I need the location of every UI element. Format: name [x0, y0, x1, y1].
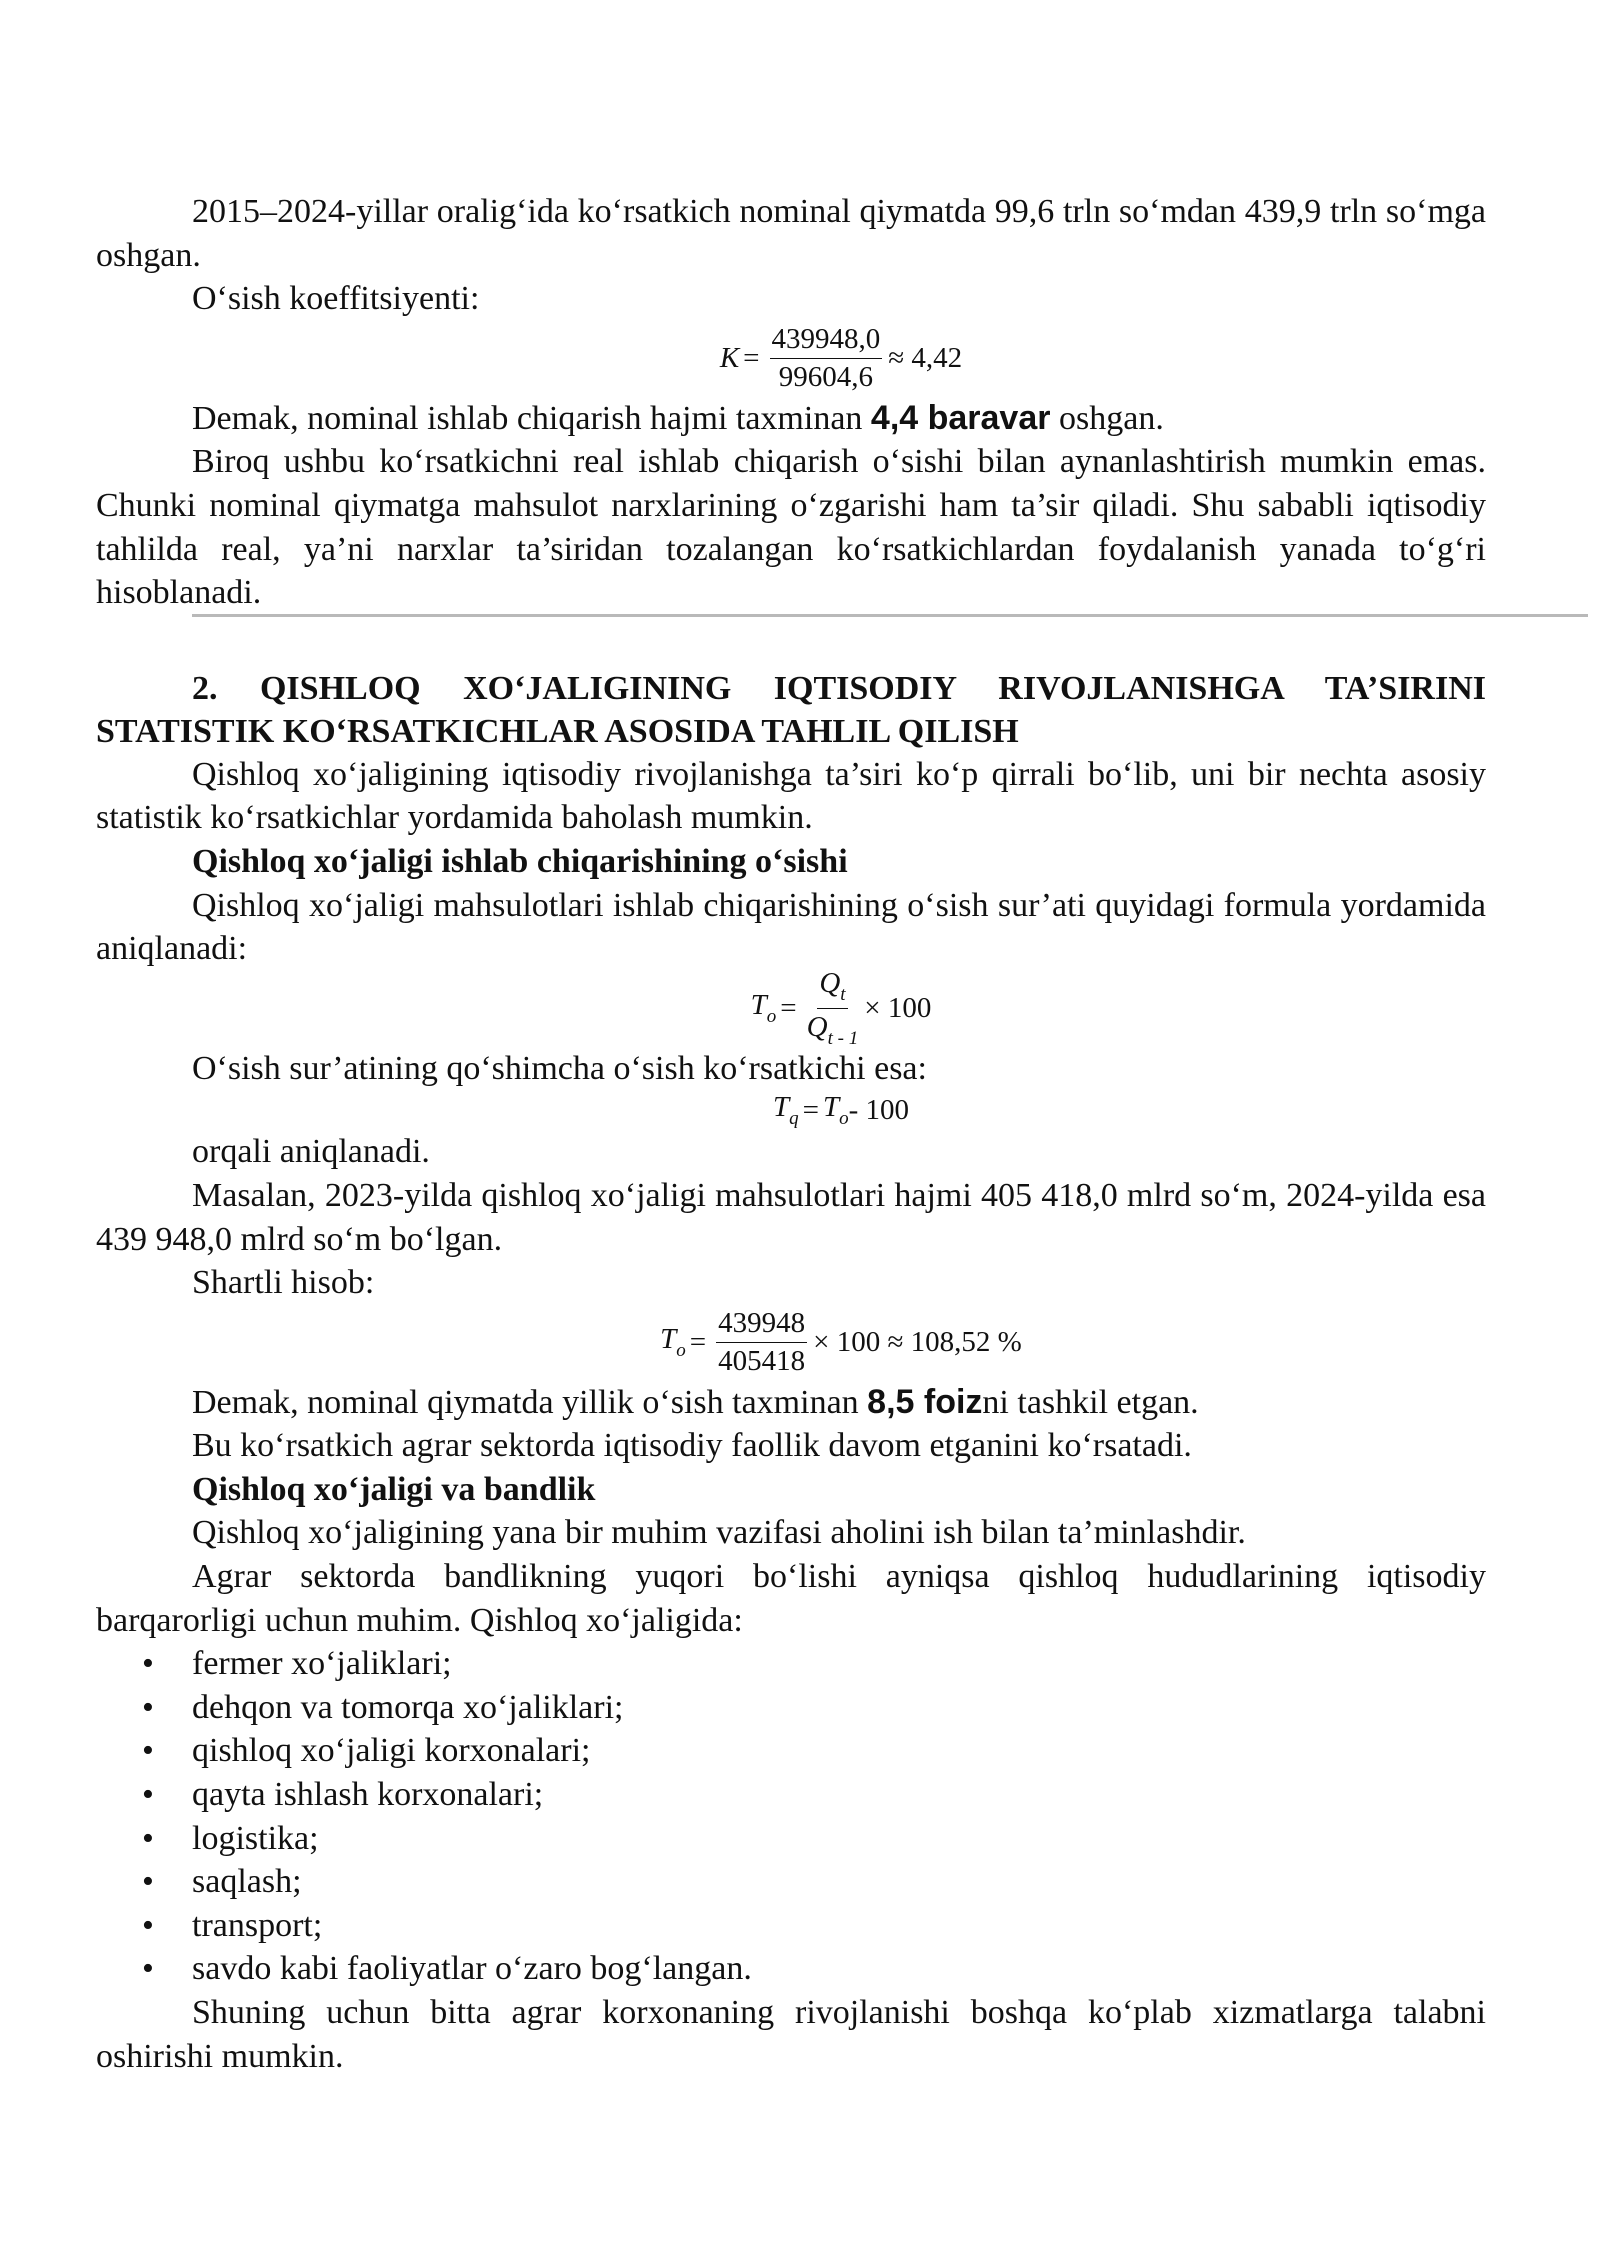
bullet-icon: •	[142, 1776, 154, 1814]
list-item	[96, 1860, 1486, 1904]
list-item	[96, 1729, 1486, 1773]
formula-result: ≈ 4,42	[888, 342, 963, 375]
text-run: Demak, nominal ishlab chiqarish hajmi taxminan	[192, 399, 871, 437]
bullet-icon: •	[142, 1950, 154, 1988]
formula-result: × 100 ≈ 108,52 %	[813, 1326, 1022, 1359]
list-item-text: qayta ishlash korxonalari;	[192, 1776, 544, 1814]
text-run: ni tashkil etgan.	[982, 1383, 1199, 1421]
list-item-text: transport;	[192, 1906, 323, 1944]
formula-symbol: $T_o$	[660, 1323, 686, 1362]
formula-fraction	[716, 1307, 807, 1379]
paragraph-determined: orqali aniqlanadi.	[192, 1133, 430, 1171]
formula-symbol: $T_o$	[750, 989, 777, 1028]
formula-subtrahend: - 100	[848, 1093, 910, 1126]
formula-equals: =	[802, 1093, 819, 1126]
formula-numerator: 439948,0	[770, 323, 883, 359]
formula-fraction	[770, 323, 883, 395]
paragraph-conclusion-foiz	[96, 1381, 1486, 1425]
text-run: oshgan.	[1050, 399, 1164, 437]
formula-growth-rate	[196, 967, 1486, 1050]
formula-equals: =	[743, 342, 760, 375]
formula-symbol: $T_q$	[772, 1090, 799, 1129]
list-item	[96, 1817, 1486, 1861]
formula-denominator: $Q_{t - 1}$	[806, 1011, 859, 1050]
paragraph-employment-importance: Agrar sektorda bandlikning yuqori bo‘lishi ayniqsa qishloq hududlarining iqtisodiy barqarorligi uchun muhim. Qishloq xo‘jaligida:	[96, 1558, 1486, 1639]
paragraph-real-vs-nominal: Biroq ushbu ko‘rsatkichni real ishlab chiqarish o‘sishi bilan aynanlashtirish mumkin emas. Chunki nominal qiymatga mahsulot narxlarining o‘zgarishi ham ta’sir qiladi. Shu sababli iqtisodiy tahlilda real, ya’ni narxlar ta’siridan tozalangan ko‘rsatkichlardan foydalanish yanada to‘g‘ri hisoblanadi.	[96, 443, 1486, 612]
list-item-text: logistika;	[192, 1819, 319, 1857]
bullet-icon: •	[142, 1863, 154, 1901]
list-item-text: qishloq xo‘jaligi korxonalari;	[192, 1732, 591, 1770]
list-item-text: fermer xo‘jaliklari;	[192, 1645, 452, 1683]
list-item	[96, 1642, 1486, 1686]
paragraph-growth-formula-intro: Qishloq xo‘jaligi mahsulotlari ishlab chiqarishining o‘sish sur’ati quyidagi formula yordamida aniqlanadi:	[96, 886, 1486, 968]
paragraph-closing: Shuning uchun bitta agrar korxonaning rivojlanishi boshqa ko‘plab xizmatlarga talabni oshirishi mumkin.	[96, 1994, 1486, 2075]
subheading-production-growth: Qishloq xo‘jaligi ishlab chiqarishining o‘sishi	[192, 842, 848, 880]
list-item	[96, 1773, 1486, 1817]
bullet-icon: •	[142, 1906, 154, 1944]
bullet-icon: •	[142, 1819, 154, 1857]
document-body	[96, 190, 1486, 2078]
bullet-icon: •	[142, 1645, 154, 1683]
list-item-text: saqlash;	[192, 1863, 302, 1901]
formula-denominator: 99604,6	[778, 361, 874, 394]
bullet-icon: •	[142, 1732, 154, 1770]
paragraph-additional-growth: O‘sish sur’atining qo‘shimcha o‘sish ko‘rsatkichi esa:	[192, 1049, 927, 1087]
paragraph-coefficient-label: O‘sish koeffitsiyenti:	[192, 280, 480, 318]
text-run: Demak, nominal qiymatda yillik o‘sish taxminan	[192, 1383, 868, 1421]
formula-fraction	[807, 967, 859, 1050]
bullet-icon: •	[142, 1688, 154, 1726]
subheading-employment: Qishloq xo‘jaligi va bandlik	[192, 1470, 596, 1508]
formula-additional-growth	[196, 1090, 1486, 1130]
formula-symbol: $T_o$	[822, 1090, 849, 1129]
paragraph-calculation-label: Shartli hisob:	[192, 1264, 375, 1302]
paragraph-section-intro: Qishloq xo‘jaligining iqtisodiy rivojlanishga ta’siri ko‘p qirrali bo‘lib, uni bir nechta asosiy statistik ko‘rsatkichlar yordamida baholash mumkin.	[96, 755, 1486, 837]
list-item-text: savdo kabi faoliyatlar o‘zaro bog‘langan.	[192, 1950, 752, 1988]
paragraph-employment-task: Qishloq xo‘jaligining yana bir muhim vazifasi aholini ish bilan ta’minlashdir.	[192, 1514, 1246, 1552]
list-item-text: dehqon va tomorqa xo‘jaliklari;	[192, 1688, 624, 1726]
formula-growth-coefficient	[196, 321, 1486, 397]
list-item	[96, 1904, 1486, 1948]
formula-denominator: 405418	[718, 1345, 806, 1378]
paragraph-growth-summary: 2015–2024-yillar oralig‘ida ko‘rsatkich nominal qiymatda 99,6 trln so‘mdan 439,9 trln so‘mga oshgan.	[96, 193, 1486, 274]
section-heading: 2. QISHLOQ XO‘JALIGINING IQTISODIY RIVOJLANISHGA TA’SIRINI STATISTIK KO‘RSATKICHLAR ASOSIDA TAHLIL QILISH	[96, 669, 1486, 750]
formula-equals: =	[689, 1326, 707, 1359]
emphasis-text: 8,5 foiz	[867, 1382, 983, 1421]
paragraph-conclusion-baravar	[96, 397, 1486, 441]
formula-symbol: K	[719, 342, 740, 375]
formula-equals: =	[780, 992, 797, 1025]
list-item	[96, 1947, 1486, 1991]
paragraph-activity: Bu ko‘rsatkich agrar sektorda iqtisodiy faollik davom etganini ko‘rsatadi.	[192, 1427, 1192, 1465]
paragraph-example-volumes: Masalan, 2023-yilda qishloq xo‘jaligi mahsulotlari hajmi 405 418,0 mlrd so‘m, 2024-yilda esa 439 948,0 mlrd so‘m bo‘lgan.	[96, 1176, 1486, 1258]
emphasis-text: 4,4 baravar	[870, 398, 1051, 437]
formula-multiplier: × 100	[864, 992, 932, 1025]
formula-numerator: $Q_t$	[817, 967, 847, 1009]
formula-numerator: 439948	[716, 1307, 807, 1343]
list-item	[96, 1686, 1486, 1730]
formula-calculation	[196, 1305, 1486, 1381]
activity-list	[96, 1642, 1486, 1991]
